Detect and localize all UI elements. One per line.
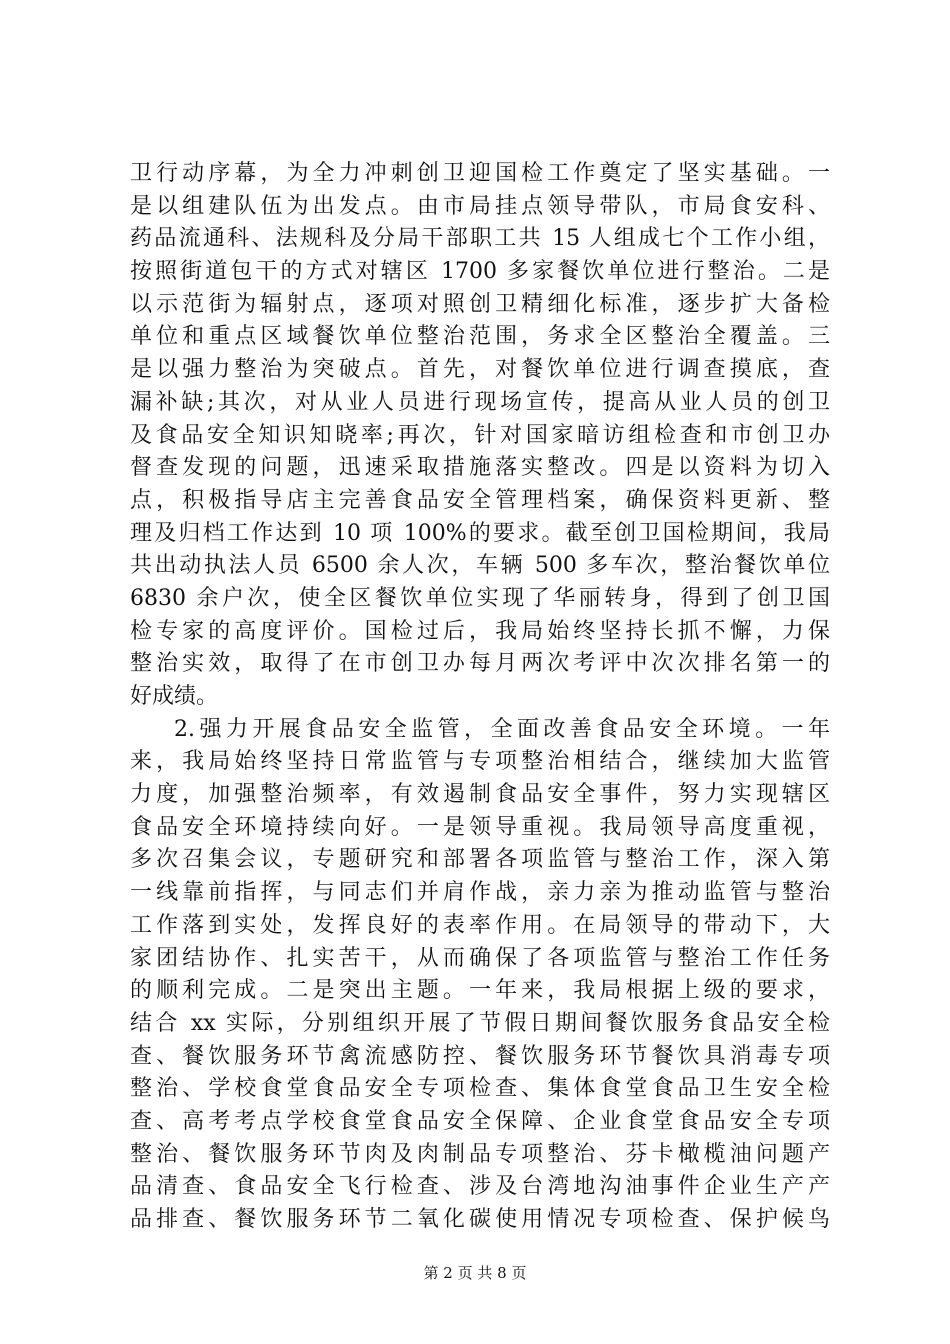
text-line: 整治、餐饮服务环节肉及肉制品专项整治、芬卡橄榄油问题产 xyxy=(130,1141,830,1167)
paragraph-start-line: 2.强力开展食品安全监管，全面改善食品安全环境。一年 xyxy=(174,716,830,742)
text-line: 共出动执法人员 6500 余人次，车辆 500 多车次，整治餐饮单位 xyxy=(130,553,830,579)
text-line: 理及归档工作达到 10 项 100%的要求。截至创卫国检期间，我局 xyxy=(130,520,830,546)
text-line: 检专家的高度评价。国检过后，我局始终坚持长抓不懈，力保 xyxy=(130,618,830,644)
text-line: 药品流通科、法规科及分局干部职工共 15 人组成七个工作小组， xyxy=(130,226,830,252)
text-line: 是以组建队伍为出发点。由市局挂点领导带队，市局食安科、 xyxy=(130,193,830,219)
text-line: 来，我局始终坚持日常监管与专项整治相结合，继续加大监管 xyxy=(130,749,830,775)
text-line: 食品安全环境持续向好。一是领导重视。我局领导高度重视， xyxy=(130,814,830,840)
paragraph-end-line: 好成绩。 xyxy=(130,684,219,709)
text-line: 督查发现的问题，迅速采取措施落实整改。四是以资料为切入 xyxy=(130,455,830,481)
text-line: 按照街道包干的方式对辖区 1700 多家餐饮单位进行整治。二是 xyxy=(130,259,830,285)
text-line: 品排查、餐饮服务环节二氧化碳使用情况专项检查、保护候鸟 xyxy=(130,1207,830,1232)
text-line: 的顺利完成。二是突出主题。一年来，我局根据上级的要求， xyxy=(130,978,830,1004)
text-line: 卫行动序幕，为全力冲刺创卫迎国检工作奠定了坚实基础。一 xyxy=(130,161,830,186)
body-text xyxy=(130,158,830,1237)
text-line: 单位和重点区域餐饮单位整治范围，务求全区整治全覆盖。三 xyxy=(130,324,830,350)
text-line: 查、高考考点学校食堂食品安全保障、企业食堂食品安全专项 xyxy=(130,1108,830,1134)
page-number-footer: 第 2 页 共 8 页 xyxy=(423,1264,527,1282)
text-line: 整治、学校食堂食品安全专项检查、集体食堂食品卫生安全检 xyxy=(130,1076,830,1102)
text-line: 点，积极指导店主完善食品安全管理档案，确保资料更新、整 xyxy=(130,487,830,513)
text-line: 整治实效，取得了在市创卫办每月两次考评中次次排名第一的 xyxy=(130,651,830,677)
text-line: 工作落到实处，发挥良好的表率作用。在局领导的带动下，大 xyxy=(130,912,830,938)
text-line: 力度，加强整治频率，有效遏制食品安全事件，努力实现辖区 xyxy=(130,782,830,808)
text-line: 多次召集会议，专题研究和部署各项监管与整治工作，深入第 xyxy=(130,847,830,873)
text-line: 查、餐饮服务环节禽流感防控、餐饮服务环节餐饮具消毒专项 xyxy=(130,1043,830,1069)
text-line: 结合 xx 实际，分别组织开展了节假日期间餐饮服务食品安全检 xyxy=(130,1010,830,1036)
text-line: 家团结协作、扎实苦干，从而确保了各项监管与整治工作任务 xyxy=(130,945,830,971)
text-line: 6830 余户次，使全区餐饮单位实现了华丽转身，得到了创卫国 xyxy=(130,585,830,611)
text-line: 一线靠前指挥，与同志们并肩作战，亲力亲为推动监管与整治 xyxy=(130,880,830,906)
text-line: 及食品安全知识知晓率;再次，针对国家暗访组检查和市创卫办 xyxy=(130,422,830,448)
text-line: 以示范街为辐射点，逐项对照创卫精细化标准，逐步扩大备检 xyxy=(130,291,830,317)
text-line: 品清查、食品安全飞行检查、涉及台湾地沟油事件企业生产产 xyxy=(130,1174,830,1200)
text-line: 是以强力整治为突破点。首先，对餐饮单位进行调查摸底，查 xyxy=(130,357,830,383)
text-line: 漏补缺;其次，对从业人员进行现场宣传，提高从业人员的创卫 xyxy=(130,389,830,415)
